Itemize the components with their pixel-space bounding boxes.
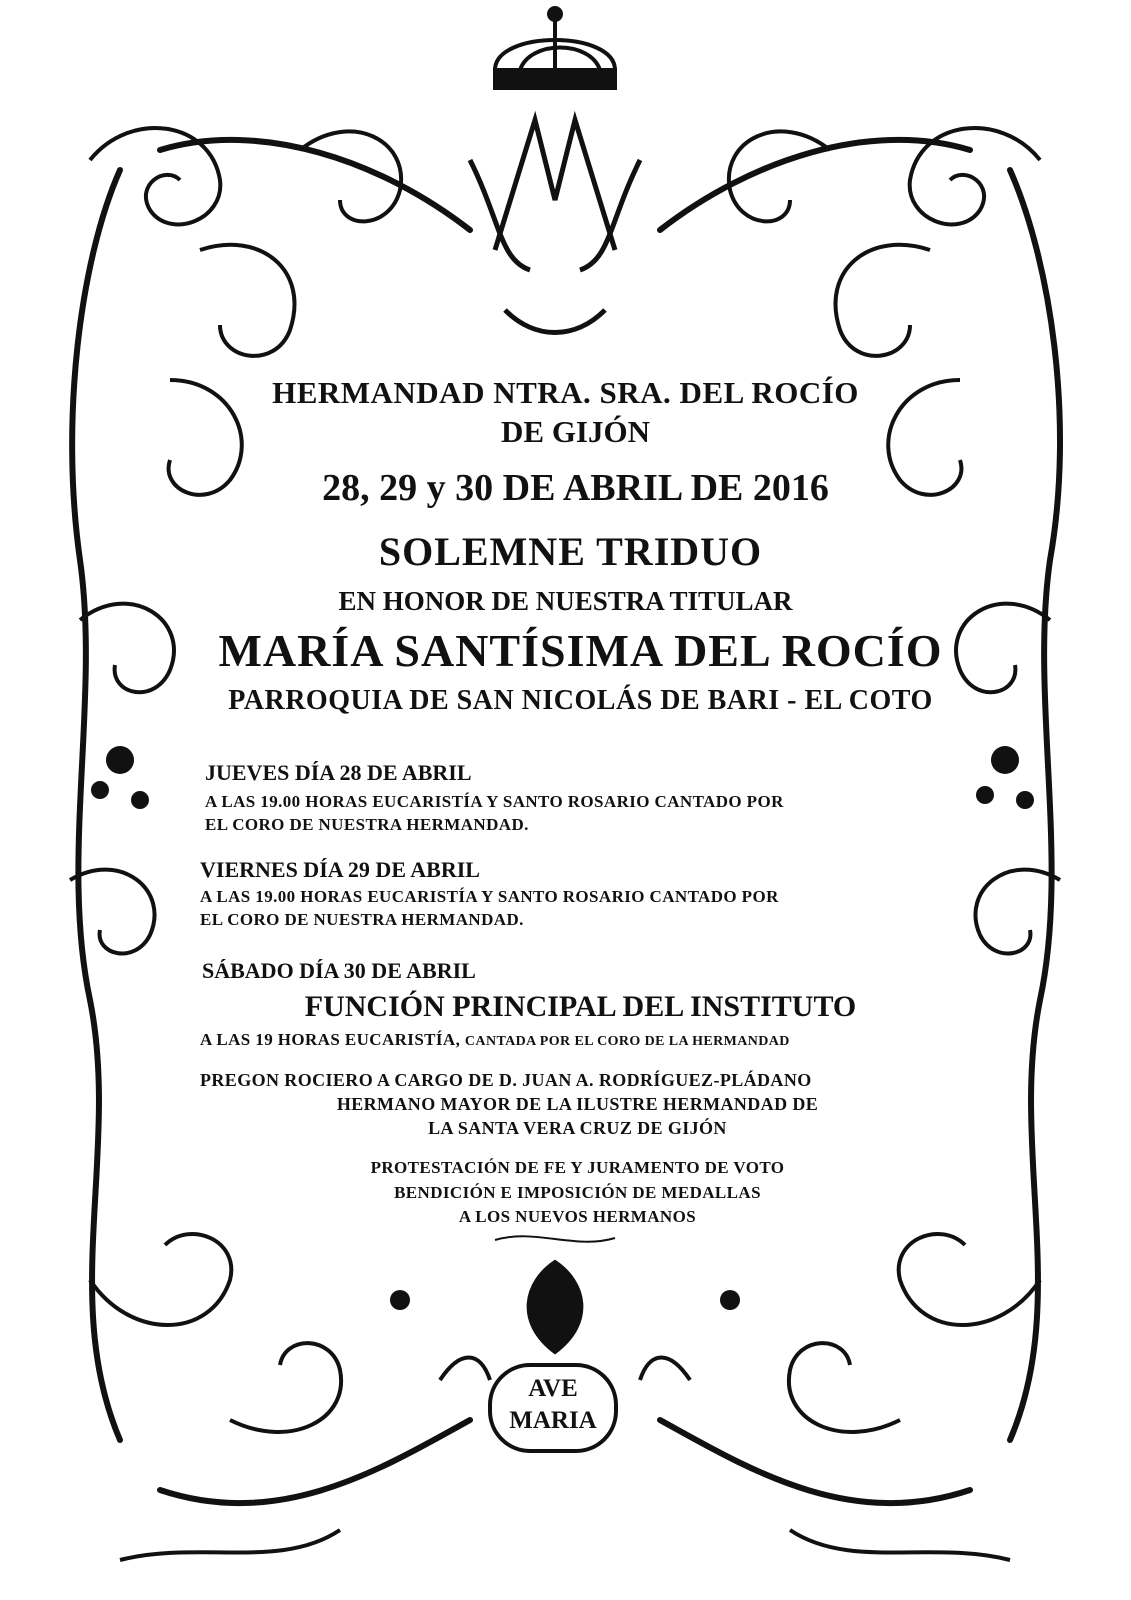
closing-line-3: A LOS NUEVOS HERMANOS <box>458 1207 697 1226</box>
function-title: FUNCIÓN PRINCIPAL DEL INSTITUTO <box>304 990 857 1023</box>
function-detail-a: A LAS 19 HORAS EUCARISTÍA, <box>200 1030 461 1049</box>
day-label-saturday: SÁBADO DÍA 30 DE ABRIL <box>202 958 476 983</box>
closing-line-1: PROTESTACIÓN DE FE Y JURAMENTO DE VOTO <box>370 1158 785 1177</box>
function-detail-b: CANTADA POR EL CORO DE LA HERMANDAD <box>464 1034 790 1049</box>
pregon-line-2: HERMANO MAYOR DE LA ILUSTRE HERMANDAD DE <box>336 1094 819 1114</box>
function-detail <box>200 1030 790 1050</box>
day-detail-thursday-1: A LAS 19.00 HORAS EUCARISTÍA Y SANTO ROSARIO CANTADO POR <box>205 792 784 811</box>
pregon-line-1: PREGON ROCIERO A CARGO DE D. JUAN A. RODRÍGUEZ-PLÁDANO <box>200 1070 812 1090</box>
day-label-thursday: JUEVES DÍA 28 DE ABRIL <box>205 760 472 785</box>
day-label-friday: VIERNES DÍA 29 DE ABRIL <box>200 857 480 882</box>
parish-name: PARROQUIA DE SAN NICOLÁS DE BARI - EL COTO <box>228 685 933 716</box>
medallion-line-1: AVE <box>528 1375 578 1402</box>
day-detail-friday-2: EL CORO DE NUESTRA HERMANDAD. <box>200 910 524 929</box>
medallion-line-2: MARIA <box>509 1407 597 1434</box>
day-detail-friday-1: A LAS 19.00 HORAS EUCARISTÍA Y SANTO ROSARIO CANTADO POR <box>200 887 779 906</box>
ave-maria-medallion <box>497 1373 609 1445</box>
event-dates: 28, 29 y 30 DE ABRIL DE 2016 <box>322 467 829 509</box>
day-detail-thursday-2: EL CORO DE NUESTRA HERMANDAD. <box>205 815 529 834</box>
titular-name: MARÍA SANTÍSIMA DEL ROCÍO <box>218 625 943 676</box>
pregon-line-3: LA SANTA VERA CRUZ DE GIJÓN <box>428 1118 727 1138</box>
brotherhood-city: DE GIJÓN <box>501 414 650 449</box>
honor-line: EN HONOR DE NUESTRA TITULAR <box>338 586 793 616</box>
brotherhood-name: HERMANDAD NTRA. SRA. DEL ROCÍO <box>272 375 859 410</box>
closing-line-2: BENDICIÓN E IMPOSICIÓN DE MEDALLAS <box>394 1183 761 1202</box>
event-title: SOLEMNE TRIDUO <box>378 529 763 574</box>
